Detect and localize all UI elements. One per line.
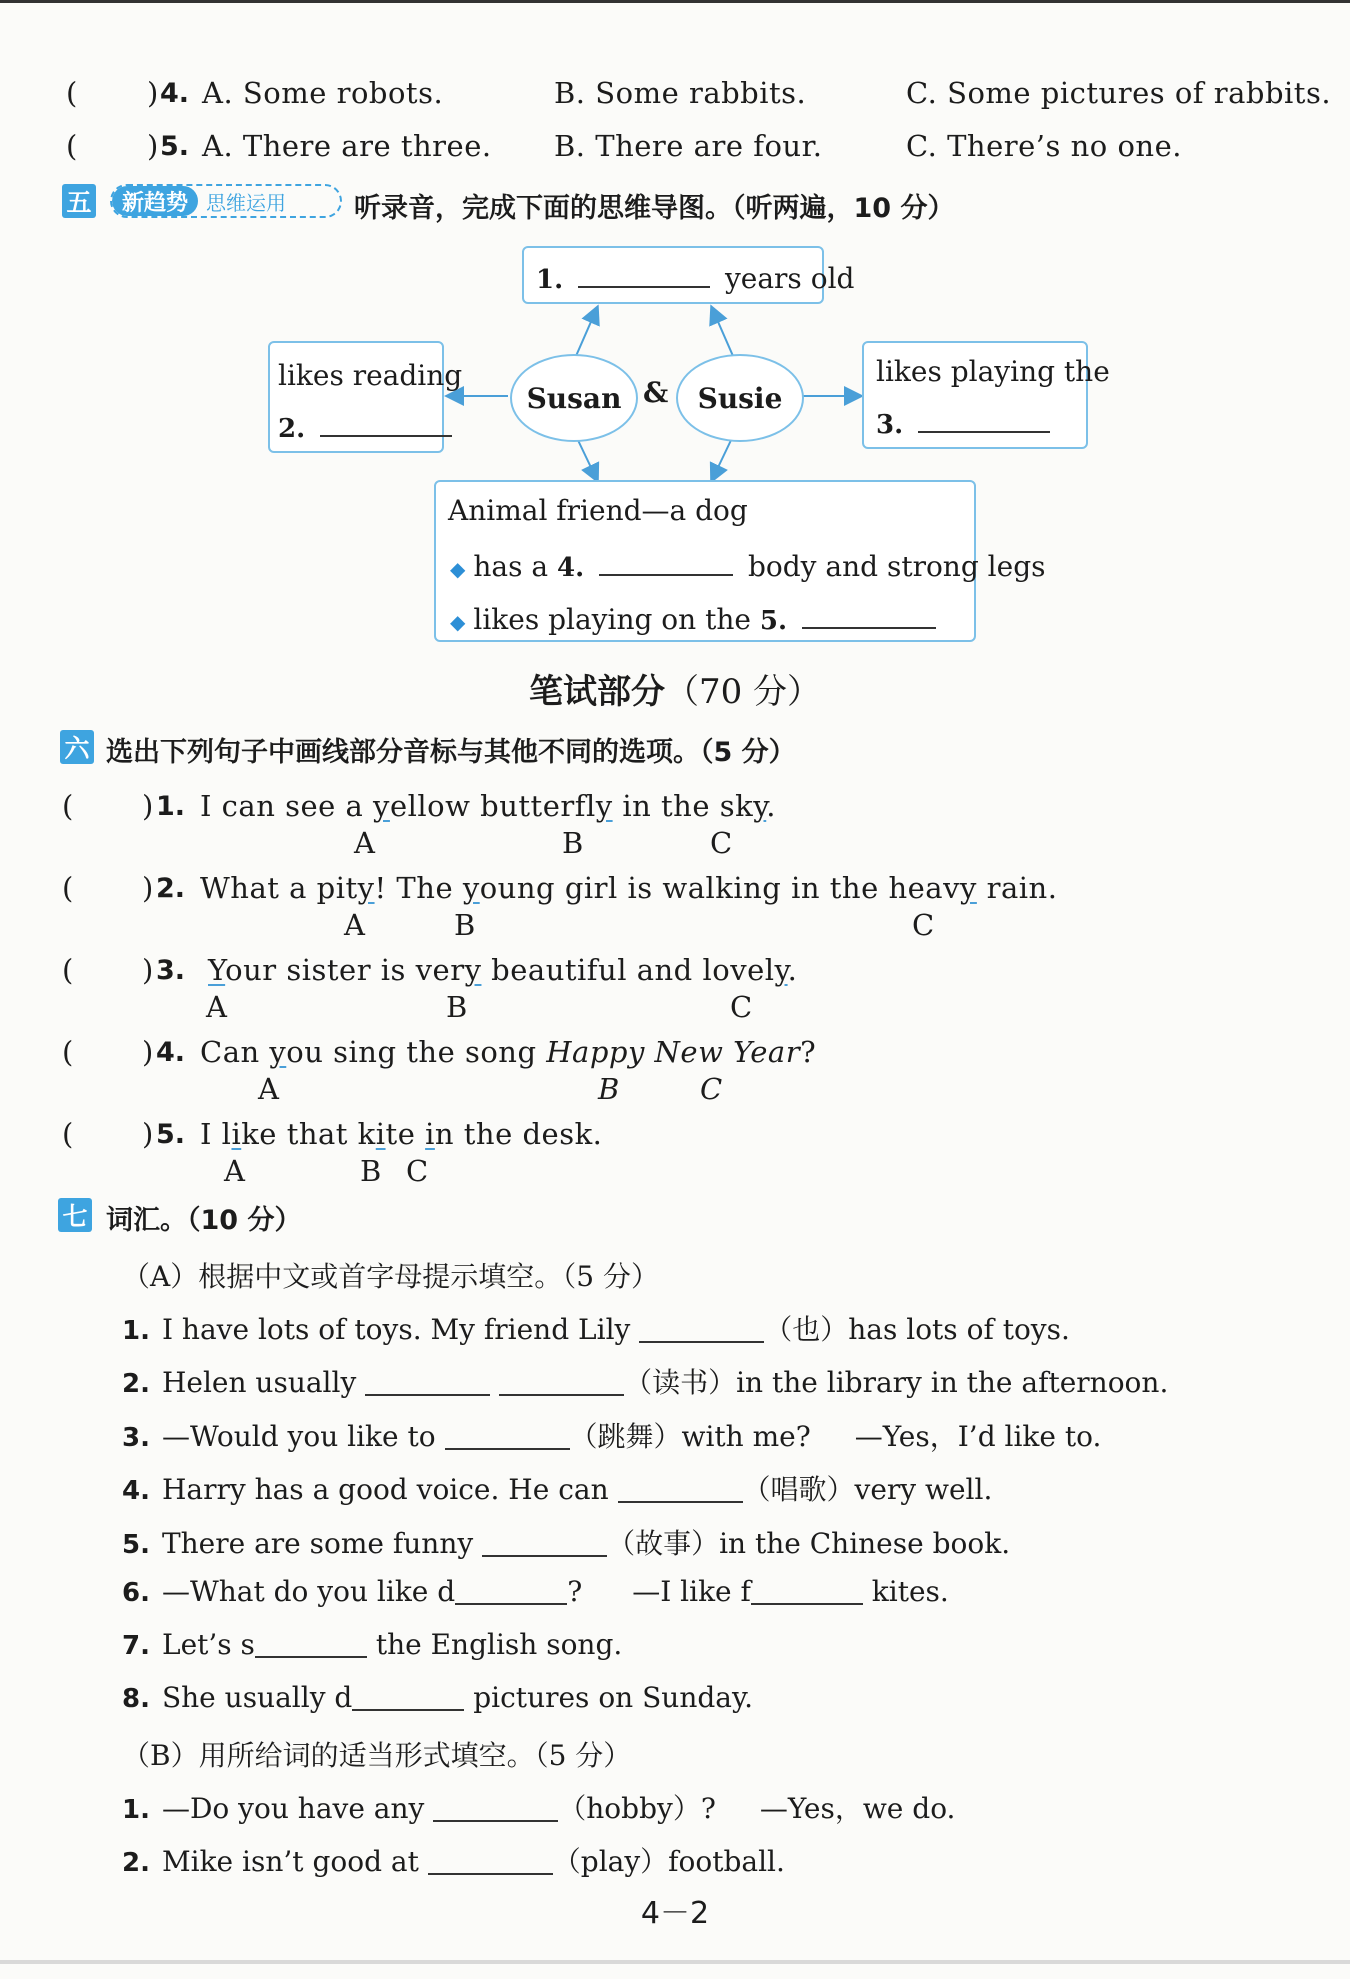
vocab-item: 7. Let’s s the English song. [122, 1628, 623, 1661]
section-instruction: 听录音，完成下面的思维导图。（听两遍，10 分） [354, 193, 955, 224]
box-text: likes reading [278, 359, 463, 392]
option-letter-a: A [206, 990, 227, 1024]
underlined-letter: y [357, 871, 375, 905]
mindmap-box-reading [268, 341, 463, 453]
option-a: A. There are three. [202, 129, 492, 163]
underlined-letter: Y [208, 953, 226, 987]
mindmap-box-playing [862, 341, 1110, 449]
answer-paren-open: ( [62, 953, 74, 987]
ampersand: & [643, 376, 669, 409]
diamond-bullet-icon: ◆ [450, 557, 466, 581]
written-section-title [0, 664, 1350, 713]
question-number: 2. [156, 873, 186, 904]
blank-number: 5. [759, 606, 788, 636]
answer-blank[interactable] [255, 1628, 367, 1658]
option-c: C. Some pictures of rabbits. [906, 76, 1332, 110]
box-text: likes playing the [876, 355, 1110, 388]
answer-blank[interactable] [918, 405, 1050, 433]
underlined-letter: y [464, 953, 482, 987]
option-a: A. Some robots. [202, 76, 444, 110]
bubble-susie: Susie [676, 354, 804, 442]
vocab-item: 1. —Do you have any （hobby）? —Yes，we do. [122, 1792, 956, 1825]
vocab-item: 6. —What do you like d ? —I like f kites. [122, 1575, 949, 1608]
blank-number: 3. [876, 410, 904, 440]
question-number: 4. [160, 78, 190, 109]
arrow-top-right [712, 308, 733, 356]
underlined-letter: y [462, 871, 480, 905]
answer-blank[interactable] [599, 548, 733, 576]
diamond-bullet-icon: ◆ [450, 610, 466, 634]
mindmap-box-dog [434, 480, 1046, 642]
answer-blank[interactable] [365, 1366, 490, 1396]
answer-paren-open: ( [62, 871, 74, 905]
answer-paren-open: ( [66, 129, 78, 163]
answer-blank[interactable] [352, 1681, 464, 1711]
trend-sublabel: 思维运用 [206, 190, 287, 215]
underlined-letter: y [959, 871, 977, 905]
vocab-item: 3. —Would you like to （跳舞）with me? —Yes，I’d like to. [122, 1420, 1102, 1453]
option-letter-c: C [700, 1072, 723, 1106]
option-letter-a: A [354, 826, 375, 860]
option-letter-a: A [224, 1154, 245, 1188]
vocab-item: 2. Helen usually （读书）in the library in the afternoon. [122, 1366, 1169, 1399]
option-letter-b: B [446, 990, 468, 1024]
written-title-text: 笔试部分 [528, 672, 665, 712]
answer-blank[interactable] [455, 1575, 567, 1605]
answer-blank[interactable] [482, 1527, 607, 1557]
answer-blank[interactable] [751, 1575, 863, 1605]
blank-number: 4. [557, 553, 585, 583]
vocab-item: 2. Mike isn’t good at （play）football. [122, 1845, 785, 1878]
vocab-item: 1. I have lots of toys. My friend Lily （也）has lots of toys. [122, 1313, 1070, 1346]
underlined-letter: i [425, 1117, 435, 1151]
answer-blank[interactable] [499, 1366, 624, 1396]
answer-paren-open: ( [62, 1117, 74, 1151]
underlined-letter: y [595, 789, 613, 823]
vocab-item: 4. Harry has a good voice. He can （唱歌）very well. [122, 1473, 993, 1506]
answer-paren-open: ( [66, 76, 78, 110]
question-number: 1. [156, 791, 186, 822]
answer-blank[interactable] [445, 1420, 570, 1450]
answer-paren-open: ( [62, 789, 74, 823]
answer-blank[interactable] [639, 1313, 764, 1343]
option-c: C. There’s no one. [906, 129, 1182, 163]
box-title: Animal friend—a dog [448, 494, 748, 527]
sentence: What a pity! The young girl is walking in the heavy rain. [200, 871, 1058, 905]
mindmap-box-age [522, 246, 855, 304]
underlined-letter: y [269, 1035, 287, 1069]
option-letter-b: B [598, 1072, 620, 1106]
vocab-item: 8. She usually d pictures on Sunday. [122, 1681, 753, 1714]
section-badge: 六 [60, 730, 94, 764]
section-title: 词汇。（10 分） [106, 1205, 302, 1236]
page-number: 4－2 [640, 1896, 710, 1931]
answer-paren-close: ) [147, 129, 159, 163]
answer-paren-close: ) [142, 1035, 154, 1069]
answer-paren-close: ) [142, 953, 154, 987]
option-letter-a: A [344, 908, 365, 942]
answer-blank[interactable] [578, 260, 710, 288]
written-title-score: （70 分） [664, 672, 822, 712]
answer-blank[interactable] [433, 1792, 558, 1822]
arrow-bottom-right [712, 436, 733, 480]
arrow-bottom-left [576, 436, 597, 480]
option-letter-c: C [912, 908, 935, 942]
vocab-item: 5. There are some funny （故事）in the Chinese book. [122, 1527, 1011, 1560]
blank-number: 1. [536, 265, 564, 295]
section-badge: 七 [58, 1198, 92, 1232]
box-text: years old [724, 262, 855, 295]
underlined-letter: i [231, 1117, 242, 1151]
option-letter-b: B [454, 908, 476, 942]
option-letter-a: A [258, 1072, 279, 1106]
section-instruction: 选出下列句子中画线部分音标与其他不同的选项。（5 分） [106, 737, 796, 768]
underlined-letter: i [375, 1117, 386, 1151]
answer-blank[interactable] [428, 1845, 553, 1875]
bubble-susan: Susan [510, 354, 638, 442]
box-text: has a [473, 550, 549, 583]
underlined-letter: y [774, 953, 788, 987]
question-number: 3. [156, 955, 186, 986]
trend-label: 新趋势 [112, 186, 198, 216]
answer-paren-close: ) [142, 871, 154, 905]
option-letter-b: B [360, 1154, 382, 1188]
option-letter-c: C [710, 826, 733, 860]
song-title: Happy New Year [546, 1035, 801, 1069]
underlined-letter: y [753, 789, 767, 823]
blank-number: 2. [278, 414, 306, 444]
box-text: likes playing on the [473, 603, 751, 636]
sentence: I like that kite in the desk. [200, 1117, 603, 1151]
option-b: B. Some rabbits. [554, 76, 807, 110]
bottom-rule [0, 1960, 1350, 1964]
part-b-title: （B）用所给词的适当形式填空。（5 分） [122, 1739, 632, 1772]
answer-blank[interactable] [320, 409, 452, 437]
box-text: body and strong legs [747, 550, 1046, 583]
question-number: 5. [156, 1119, 186, 1150]
sentence: Can you sing the song Happy New Year? [200, 1035, 817, 1069]
answer-paren-open: ( [62, 1035, 74, 1069]
question-number: 5. [160, 131, 190, 162]
option-b: B. There are four. [554, 129, 823, 163]
answer-paren-close: ) [147, 76, 159, 110]
answer-paren-close: ) [142, 789, 154, 823]
answer-blank[interactable] [618, 1473, 743, 1503]
arrow-top-left [576, 308, 597, 356]
sentence: Your sister is very beautiful and lovely. [208, 953, 798, 987]
underlined-letter: y [373, 789, 390, 823]
answer-paren-close: ) [142, 1117, 154, 1151]
part-a-title: （A）根据中文或首字母提示填空。（5 分） [122, 1260, 659, 1293]
option-letter-c: C [406, 1154, 429, 1188]
option-letter-b: B [562, 826, 584, 860]
answer-blank[interactable] [802, 601, 936, 629]
option-letter-c: C [730, 990, 753, 1024]
sentence: I can see a yellow butterfly in the sky. [200, 789, 776, 823]
question-number: 4. [156, 1037, 186, 1068]
section-badge: 五 [62, 184, 96, 218]
